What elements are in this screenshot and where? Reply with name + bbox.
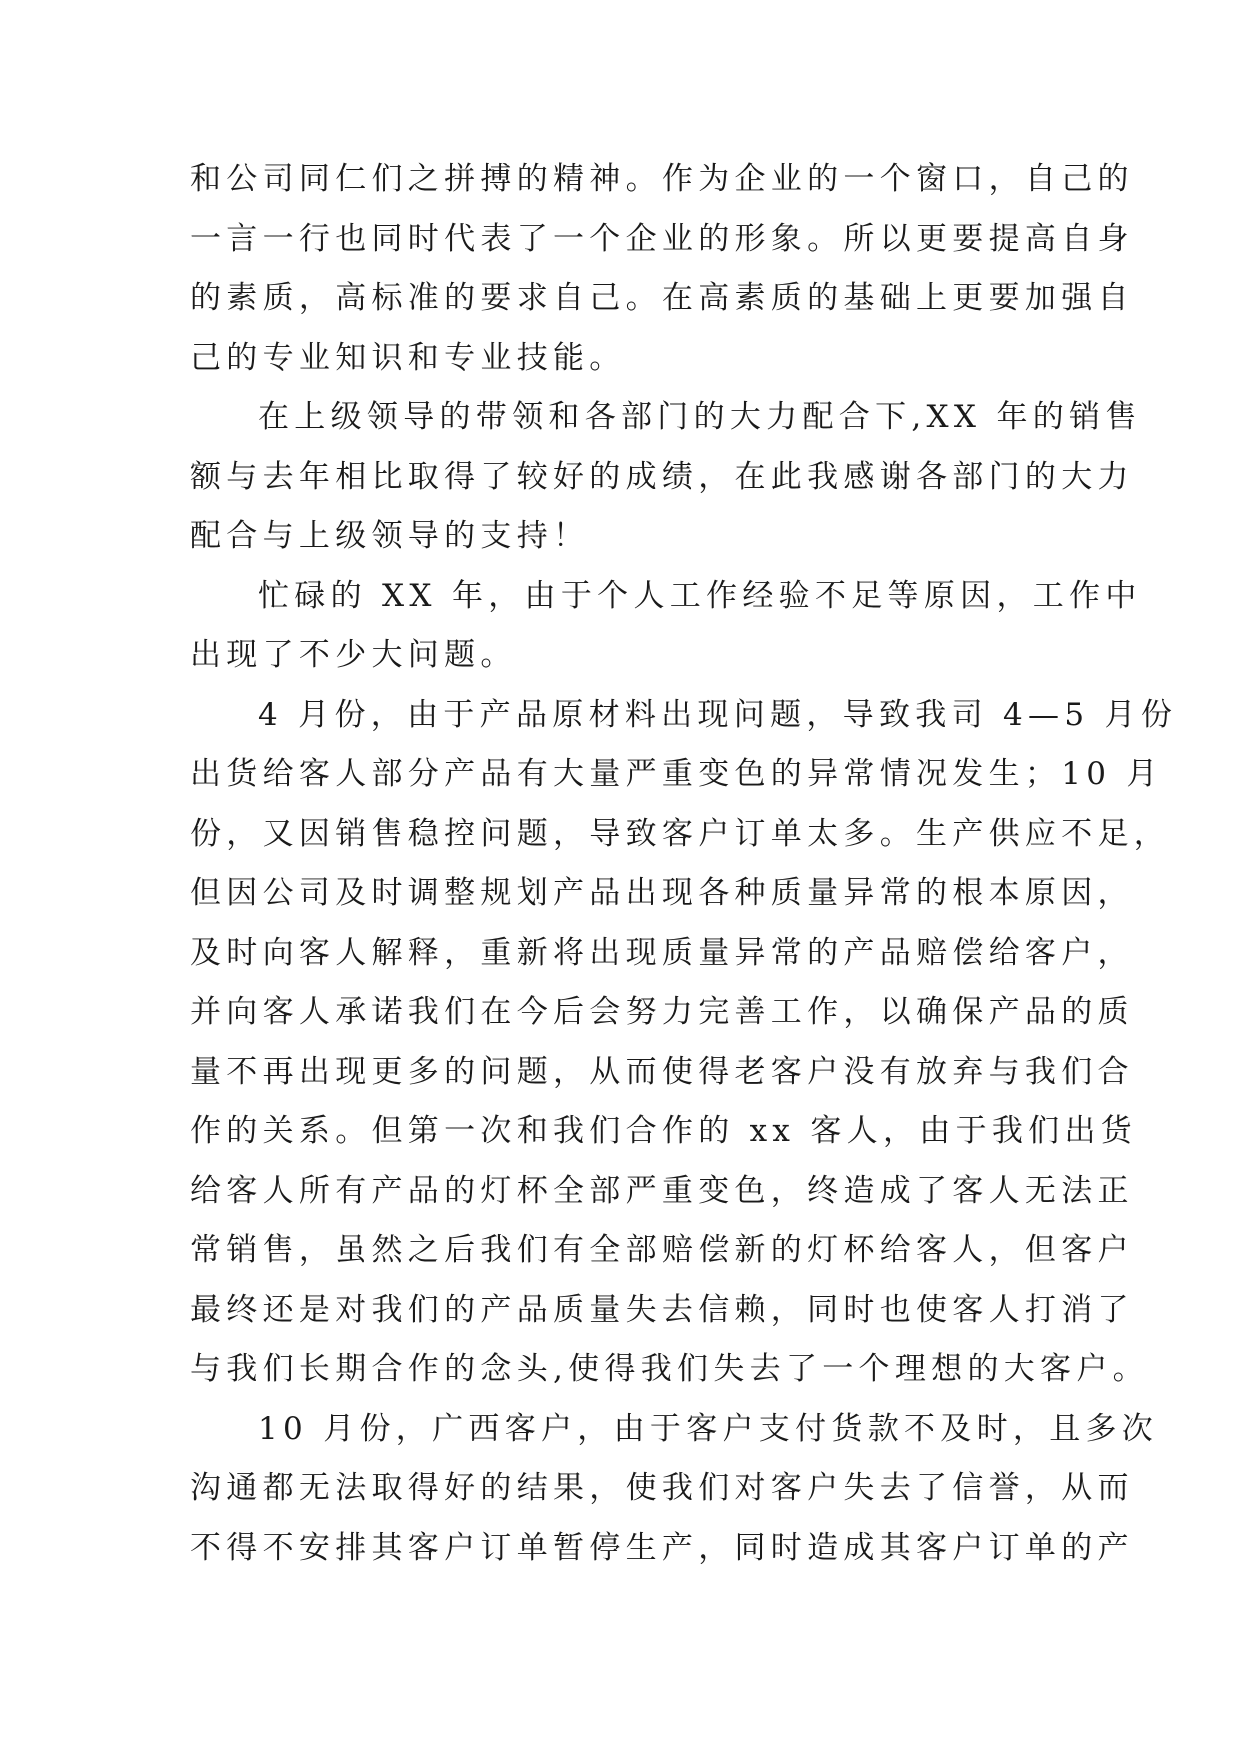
text-line: 出现了不少大问题。: [190, 637, 517, 673]
paragraph-2: [190, 388, 1142, 567]
text-line: 但因公司及时调整规划产品出现各种质量异常的根本原因，: [190, 875, 1134, 911]
document-body: [190, 150, 1178, 1578]
text-line: 不得不安排其客户订单暂停生产，同时造成其客户订单的产: [190, 1529, 1134, 1566]
text-line: 作的关系。但第一次和我们合作的 xx 客人，由于我们出货: [190, 1113, 1138, 1149]
text-line: 10 月份，广西客户，由于客户支付货款不及时，且多次: [258, 1410, 1159, 1447]
text-line: 忙碌的 XX 年，由于个人工作经验不足等原因，工作中: [258, 577, 1142, 614]
text-line: 并向客人承诺我们在今后会努力完善工作，以确保产品的质: [190, 994, 1134, 1030]
text-line: 和公司同仁们之拼搏的精神。作为企业的一个窗口，自己的: [190, 161, 1134, 197]
text-line: 给客人所有产品的灯杯全部严重变色，终造成了客人无法正: [190, 1172, 1134, 1209]
text-line: 最终还是对我们的产品质量失去信赖，同时也使客人打消了: [190, 1291, 1134, 1328]
text-line: 的素质，高标准的要求自己。在高素质的基础上更要加强自: [190, 280, 1134, 316]
text-line: 在上级领导的带领和各部门的大力配合下,XX 年的销售: [258, 399, 1142, 435]
text-line: 4 月份，由于产品原材料出现问题，导致我司 4—5 月份: [258, 696, 1178, 733]
paragraph-5: [190, 1400, 1159, 1579]
text-line: 及时向客人解释，重新将出现质量异常的产品赔偿给客户，: [190, 934, 1134, 971]
text-line: 常销售，虽然之后我们有全部赔偿新的灯杯给客人，但客户: [190, 1232, 1134, 1268]
text-line: 量不再出现更多的问题，从而使得老客户没有放弃与我们合: [190, 1053, 1134, 1090]
text-line: 配合与上级领导的支持！: [190, 518, 590, 554]
text-line: 沟通都无法取得好的结果，使我们对客户失去了信誉，从而: [190, 1470, 1134, 1506]
text-line: 额与去年相比取得了较好的成绩，在此我感谢各部门的大力: [190, 458, 1134, 495]
text-line: 份，又因销售稳控问题，导致客户订单太多。生产供应不足，: [190, 815, 1171, 852]
text-line: 出货给客人部分产品有大量严重变色的异常情况发生；10 月: [190, 756, 1163, 792]
paragraph-3: [190, 567, 1142, 686]
paragraph-4: [190, 686, 1178, 1400]
text-line: 与我们长期合作的念头,使得我们失去了一个理想的大客户。: [190, 1351, 1149, 1387]
paragraph-1: [190, 150, 1134, 388]
text-line: 己的专业知识和专业技能。: [190, 339, 626, 376]
text-line: 一言一行也同时代表了一个企业的形象。所以更要提高自身: [190, 220, 1134, 257]
